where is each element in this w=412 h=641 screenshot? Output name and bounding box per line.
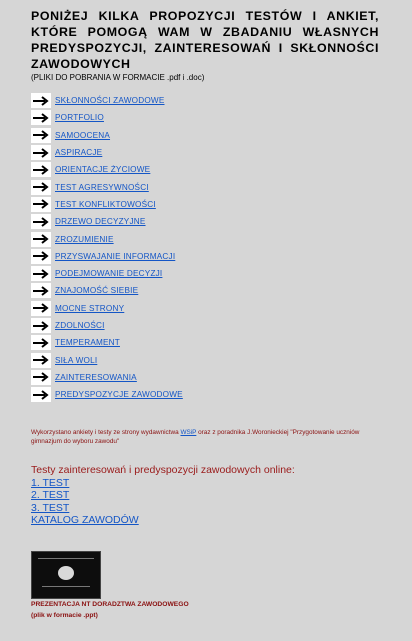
online-tests-section [31, 464, 295, 527]
link-row [31, 282, 183, 299]
arrow-right-icon [31, 128, 51, 143]
online-test-link-1[interactable]: 1. TEST [31, 476, 70, 489]
job-catalog-link[interactable]: KATALOG ZAWODÓW [31, 514, 139, 527]
test-link[interactable]: ZDOLNOŚCI [55, 321, 105, 330]
arrow-right-icon [31, 249, 51, 264]
arrow-right-icon [31, 214, 51, 229]
link-row [31, 265, 183, 282]
link-row [31, 230, 183, 247]
link-row [31, 300, 183, 317]
page-title: PONIŻEJ KILKA PROPOZYCJI TESTÓW I ANKIET, KTÓRE POMOGĄ WAM W ZBADANIU WŁASNYCH PREDYSPOZYCJI, ZAINTERESOWAŃ I SKŁONNOŚCI ZAWODOWYCH [31, 9, 379, 71]
thumbnail-title-line [38, 558, 94, 559]
test-link[interactable]: PREDYSPOZYCJE ZAWODOWE [55, 390, 183, 400]
test-link[interactable]: ZAINTERESOWANIA [55, 372, 137, 382]
arrow-right-icon [31, 335, 51, 350]
test-link[interactable]: PODEJMOWANIE DECYZJI [55, 269, 163, 279]
link-row [31, 317, 183, 334]
online-test-link-3[interactable]: 3. TEST [31, 501, 70, 514]
online-tests-title: Testy zainteresowań i predyspozycji zawodowych online: [31, 464, 295, 476]
link-row [31, 178, 183, 195]
test-link[interactable]: SAMOOCENA [55, 130, 111, 140]
link-row [31, 144, 183, 161]
link-row [31, 369, 183, 386]
arrow-right-icon [31, 353, 51, 368]
arrow-right-icon [31, 370, 51, 385]
link-row [31, 127, 183, 144]
credit-text-before: Wykorzystano ankiety i testy ze strony wydawnictwa [31, 429, 181, 436]
wsip-link[interactable]: WSiP [180, 429, 197, 436]
test-link[interactable]: SIŁA WOLI [55, 355, 98, 365]
link-row [31, 248, 183, 265]
arrow-right-icon [31, 266, 51, 281]
presentation-label: PREZENTACJA NT DORADZTWA ZAWODOWEGO [31, 601, 189, 608]
presentation-format: (plik w formacie .ppt) [31, 611, 98, 619]
arrow-right-icon [31, 110, 51, 125]
test-link[interactable]: MOCNE STRONY [55, 303, 125, 313]
arrow-right-icon [31, 283, 51, 298]
arrow-right-icon [31, 180, 51, 195]
arrow-right-icon [31, 93, 51, 108]
thumbnail-caption-line [42, 586, 90, 587]
link-row [31, 109, 183, 126]
arrow-right-icon [31, 145, 51, 160]
file-format-note: (PLIKI DO POBRANIA W FORMACIE .pdf i .doc) [31, 73, 205, 82]
test-link-list [31, 92, 183, 403]
test-link[interactable]: TEMPERAMENT [55, 338, 120, 348]
test-link[interactable]: SKŁONNOŚCI ZAWODOWE [55, 96, 165, 106]
arrow-right-icon [31, 162, 51, 177]
test-link[interactable]: TEST KONFLIKTOWOŚCI [55, 199, 156, 209]
presentation-thumbnail[interactable] [31, 551, 101, 599]
arrow-right-icon [31, 197, 51, 212]
credit-text-after: oraz z poradnika J.Woronieckiej "Przygotowanie uczniów gimnazjum do wyboru zawodu" [31, 429, 360, 445]
test-link[interactable]: ORIENTACJE ŻYCIOWE [55, 165, 151, 175]
link-row [31, 92, 183, 109]
test-link[interactable]: ZROZUMIENIE [55, 234, 114, 244]
online-test-link-2[interactable]: 2. TEST [31, 489, 70, 502]
link-row [31, 386, 183, 403]
link-row [31, 334, 183, 351]
test-link[interactable]: PORTFOLIO [55, 113, 104, 123]
test-link[interactable]: DRZEWO DECYZYJNE [55, 217, 146, 227]
arrow-right-icon [31, 301, 51, 316]
globe-icon [58, 566, 74, 580]
link-row [31, 213, 183, 230]
test-link[interactable]: ASPIRACJE [55, 148, 103, 158]
credit-note [31, 428, 381, 446]
test-link[interactable]: TEST AGRESYWNOŚCI [55, 182, 149, 192]
link-row [31, 196, 183, 213]
presentation-caption [31, 600, 189, 621]
test-link[interactable]: PRZYSWAJANIE INFORMACJI [55, 251, 176, 261]
link-row [31, 161, 183, 178]
arrow-right-icon [31, 318, 51, 333]
arrow-right-icon [31, 232, 51, 247]
link-row [31, 351, 183, 368]
arrow-right-icon [31, 387, 51, 402]
test-link[interactable]: ZNAJOMOŚĆ SIEBIE [55, 286, 139, 296]
